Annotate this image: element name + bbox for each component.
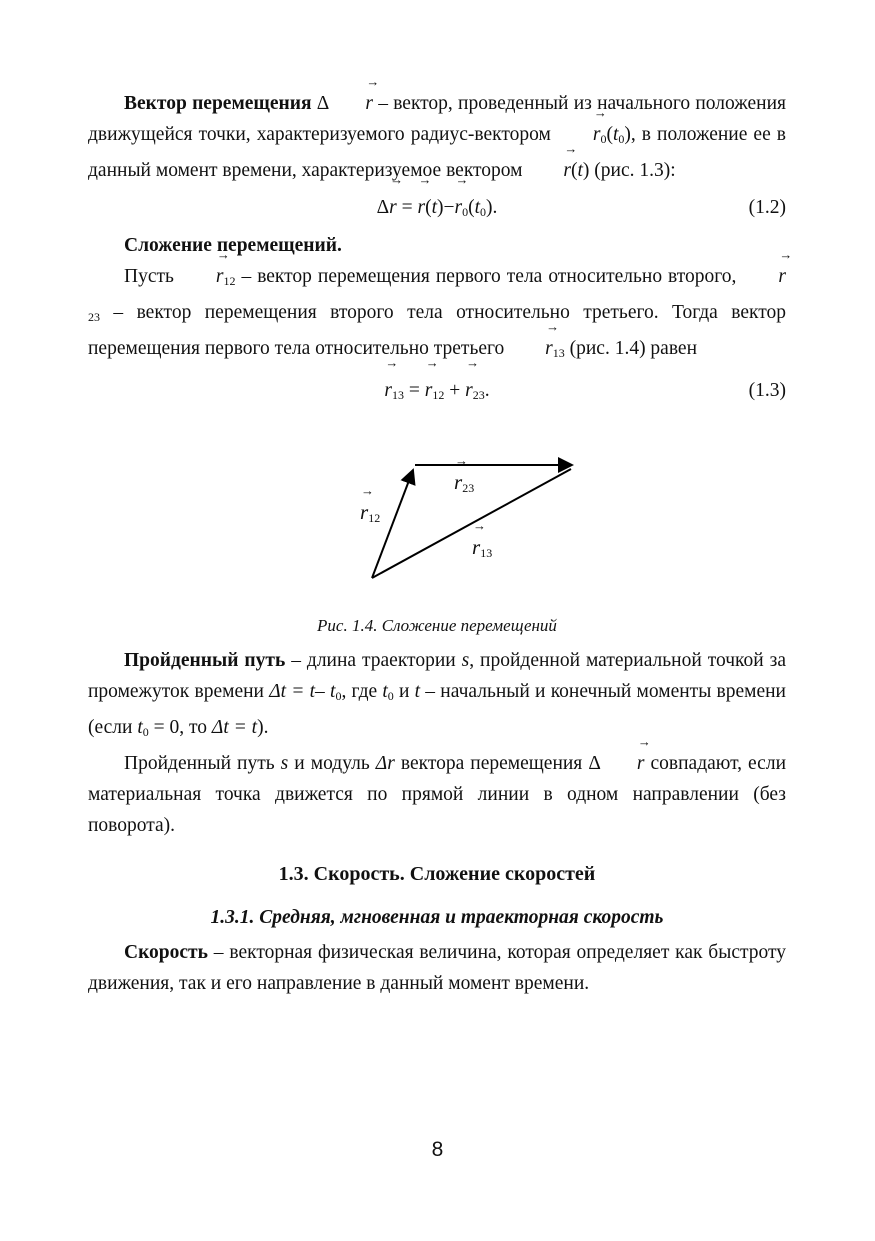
figure-caption: Рис. 1.4. Сложение перемещений — [317, 616, 557, 635]
paragraph-path: Пройденный путь – длина траектории s, пройденной материальной точкой за промежуток времени Δt = t– $t_0$, где $t_0$ и t – начальный и конечный моменты времени (если $t_0 = 0$, то Δt = t). — [88, 650, 786, 739]
paragraph-addition: Пусть → $r_{12}$ – вектор перемещения первого тела относительно второго, → $r_{23}$ – вектор перемещения второго тела относительно третьего. Тогда вектор перемещения первого тела относительно третьего → $r_{13}$ (рис. 1.4) равен — [88, 261, 786, 369]
section-heading: 1.3. Скорость. Сложение скоростей — [278, 863, 596, 885]
equation-number: (1.3) — [748, 380, 786, 401]
paragraph-velocity: Скорость – векторная физическая величина, которая определяет как быстроту движения, так и его направление в данный момент времени. — [88, 942, 786, 994]
term-displacement: Вектор перемещения — [124, 93, 312, 114]
page-content — [88, 88, 786, 999]
page-number: 8 — [431, 1138, 444, 1161]
subsection-heading: 1.3.1. Средняя, мгновенная и траекторная скорость — [210, 907, 664, 928]
label-r12: → $r_{12}$ — [360, 497, 380, 534]
heading-displacement-addition: Сложение перемещений. — [124, 235, 342, 256]
equation-number: (1.2) — [748, 197, 786, 218]
vector-diagram — [88, 419, 786, 604]
paragraph-path-vs-displacement: Пройденный путь s и модуль Δr вектора перемещения Δ→ r совпадают, если материальная точка движется по прямой линии в одном направлении (без поворота). — [88, 748, 786, 841]
label-r23: → $r_{23}$ — [454, 467, 474, 504]
label-r13: → $r_{13}$ — [472, 532, 492, 569]
paragraph-displacement-vector: Вектор перемещения Δ→ r – вектор, проведенный из начального положения движущейся точки, характеризуемого радиус-вектором → $r_0(t_0)$, в положение ее в данный момент времени, характеризуемое вектором → r(t) (рис. 1.3): — [88, 88, 786, 186]
equation-1-3: → $r_{13}$ = → $r_{12}$ + → $r_{23}$. (1.3) — [88, 369, 786, 413]
equation-1-2: Δ→ r = → $r(t)-\to r_0(t_0)$. (1.2) — [88, 186, 786, 230]
vector-addition-figure — [88, 419, 786, 604]
